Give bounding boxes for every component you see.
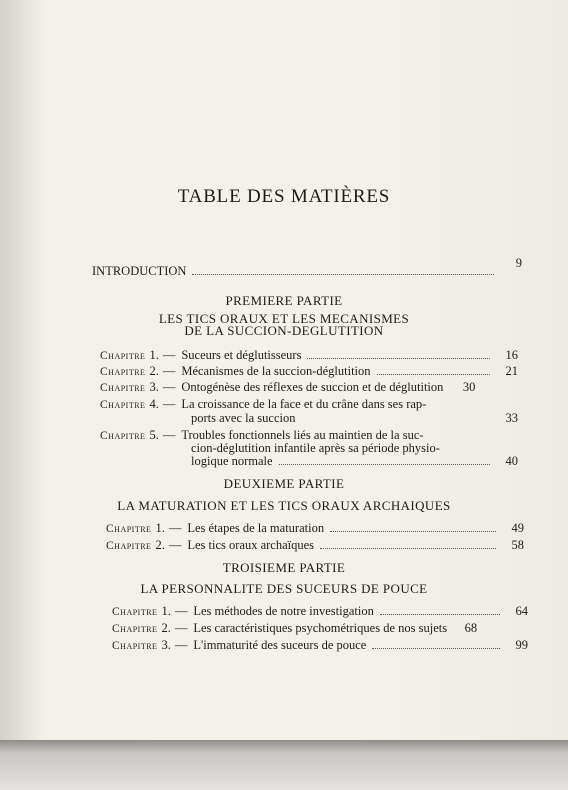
dash: — <box>168 538 182 552</box>
leader-dots <box>192 274 494 275</box>
chapter-page: 40 <box>505 454 518 468</box>
chapter-title: Les méthodes de notre investigation <box>193 604 374 618</box>
chapter-number: 1. <box>149 348 159 362</box>
chapter-word: Chapitre <box>112 640 158 652</box>
chapter-number: 2. <box>161 621 171 635</box>
chapter-number: 1. <box>161 604 171 618</box>
page-bottom-edge <box>0 740 568 790</box>
introduction-label: INTRODUCTION <box>92 264 187 278</box>
chapter-word: Chapitre <box>100 350 146 362</box>
toc-chapter-row <box>106 538 524 553</box>
chapter-word: Chapitre <box>106 523 152 535</box>
toc-chapter-row <box>106 521 524 536</box>
leader-dots <box>320 548 496 549</box>
toc-chapter-row <box>112 604 528 619</box>
dash: — <box>174 621 188 635</box>
toc-chapter-row <box>100 348 518 363</box>
chapter-title-line: La croissance de la face et du crâne dans ses rap- <box>181 397 427 411</box>
chapter-page: 33 <box>505 411 518 425</box>
chapter-page: 64 <box>515 604 528 618</box>
toc-chapter-row <box>112 621 528 636</box>
dash: — <box>162 428 176 442</box>
chapter-number: 2. <box>155 538 165 552</box>
chapter-page: 16 <box>505 348 518 362</box>
chapter-word: Chapitre <box>100 430 146 442</box>
dash: — <box>168 521 182 535</box>
chapter-word: Chapitre <box>100 366 146 378</box>
chapter-title: Les tics oraux archaïques <box>187 538 315 552</box>
leader-dots <box>330 531 496 532</box>
chapter-word: Chapitre <box>100 399 146 411</box>
dash: — <box>162 364 176 378</box>
toc-chapter-row <box>100 380 518 395</box>
chapter-page: 21 <box>505 364 518 378</box>
leader-dots <box>377 374 490 375</box>
toc-chapter-continuation <box>191 411 518 426</box>
leader-dots <box>279 464 490 465</box>
chapter-page: 58 <box>511 538 524 552</box>
chapter-title: Mécanismes de la succion-déglutition <box>181 364 371 378</box>
chapter-page: 68 <box>464 621 478 635</box>
chapter-word: Chapitre <box>100 382 146 394</box>
leader-dots <box>307 358 490 359</box>
chapter-page: 99 <box>515 638 528 652</box>
dash: — <box>174 638 188 652</box>
chapter-number: 4. <box>149 397 159 411</box>
chapter-number: 5. <box>149 428 159 442</box>
chapter-word: Chapitre <box>106 540 152 552</box>
leader-dots <box>372 648 500 649</box>
chapter-title: Ontogénèse des réflexes de succion et de déglutition <box>181 380 444 394</box>
toc-chapter-row <box>100 364 518 379</box>
chapter-number: 3. <box>149 380 159 394</box>
toc-chapter-continuation <box>191 454 518 469</box>
chapter-title-line: ports avec la succion <box>191 411 296 425</box>
dash: — <box>174 604 188 618</box>
chapter-title-line: Troubles fonctionnels liés au maintien de la suc- <box>181 428 424 442</box>
part-heading: DE LA SUCCION-DEGLUTITION <box>184 323 384 338</box>
toc-chapter-row <box>100 397 518 412</box>
toc-introduction <box>92 256 522 279</box>
part-heading: LA MATURATION ET LES TICS ORAUX ARCHAIQUES <box>117 498 451 513</box>
page-title: TABLE DES MATIÈRES <box>177 186 391 207</box>
chapter-title: Les étapes de la maturation <box>187 521 325 535</box>
toc-chapter-row <box>112 638 528 653</box>
dash: — <box>162 397 176 411</box>
part-label: TROISIEME PARTIE <box>222 560 346 575</box>
dash: — <box>162 380 176 394</box>
chapter-number: 3. <box>161 638 171 652</box>
chapter-word: Chapitre <box>112 623 158 635</box>
chapter-title: Suceurs et déglutisseurs <box>181 348 302 362</box>
part-heading: LES TICS ORAUX ET LES MECANISMES <box>158 311 410 326</box>
chapter-word: Chapitre <box>112 606 158 618</box>
introduction-page: 9 <box>515 256 522 270</box>
leader-dots <box>380 614 500 615</box>
chapter-title: L'immaturité des suceurs de pouce <box>193 638 367 652</box>
chapter-title-line: logique normale <box>191 454 273 468</box>
chapter-page: 49 <box>511 521 524 535</box>
chapter-number: 1. <box>155 521 165 535</box>
part-label: DEUXIEME PARTIE <box>223 476 345 491</box>
chapter-title: Les caractéristiques psychométriques de nos sujets <box>193 621 448 635</box>
dash: — <box>162 348 176 362</box>
part-label: PREMIERE PARTIE <box>225 293 343 308</box>
part-heading: LA PERSONNALITE DES SUCEURS DE POUCE <box>140 581 428 596</box>
chapter-page: 30 <box>462 380 476 394</box>
chapter-number: 2. <box>149 364 159 378</box>
chapter-title-line: cion-déglutition infantile après sa période physio- <box>191 441 440 455</box>
page-gutter-shadow <box>0 0 46 740</box>
